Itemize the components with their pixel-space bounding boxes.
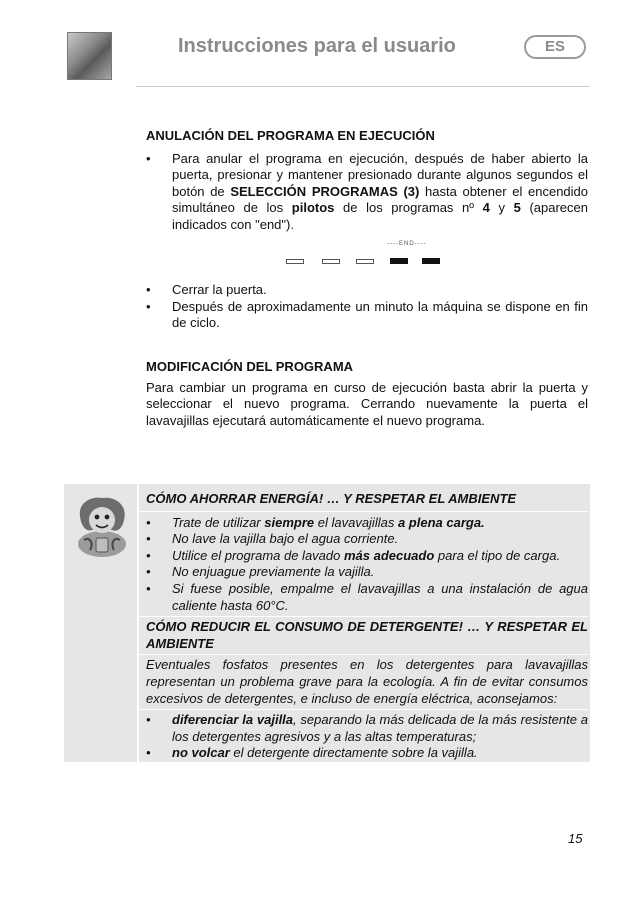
eco-box-divider [137, 484, 139, 762]
section-modify-program [146, 359, 588, 429]
eco-paragraph: Eventuales fosfatos presentes en los detergentes para lavavajillas representan un problema grave para la ecología. A fin de evitar consumos excesivos de detergentes, e incluso de energía eléctrica, aconsejamos: [146, 657, 588, 706]
page-header-title: Instrucciones para el usuario [178, 35, 456, 57]
section-heading: ANULACIÓN DEL PROGRAMA EN EJECUCIÓN [146, 128, 435, 143]
indicator-light [422, 258, 440, 264]
list-item: • No lave la vajilla bajo el agua corriente. [146, 531, 588, 548]
energy-tips-list [146, 515, 588, 615]
list-item: • Utilice el programa de lavado más adecuado para el tipo de carga. [146, 548, 588, 565]
mascot-icon [72, 494, 132, 558]
indicator-light [356, 259, 374, 264]
list-item: • Después de aproximadamente un minuto la máquina se dispone en fin de ciclo. [146, 299, 588, 332]
list-item: • Si fuese posible, empalme el lavavajillas a una instalación de agua caliente hasta 60°C. [146, 581, 588, 614]
indicator-light [390, 258, 408, 264]
indicator-light [322, 259, 340, 264]
section-cancel-program [146, 128, 588, 233]
list-item: • Para anular el programa en ejecución, después de haber abierto la puerta, presionar y mantener presionado durante algunos segundos el botón de SELECCIÓN PROGRAMAS (3) hasta obtener el encendido simultáneo de los pilotos de los programas nº 4 y 5 (aparecen indicados con "end"). [146, 151, 588, 234]
section-body: Para cambiar un programa en curso de ejecución basta abrir la puerta y seleccionar el nuevo programa. Cerrando nuevamente la puerta el lavavajillas ejecutará automáticamente el nuevo programa. [146, 379, 588, 428]
end-label: ----END---- [387, 241, 427, 247]
detergent-tips-list [146, 712, 588, 762]
cancel-steps-continued [146, 282, 588, 332]
section-heading: MODIFICACIÓN DEL PROGRAMA [146, 359, 354, 374]
list-item: • diferenciar la vajilla, separando la más delicada de la más resistente a los detergentes agresivos y a las altas temperaturas; [146, 712, 588, 745]
cancel-steps-list-2 [146, 282, 588, 332]
header-divider [136, 86, 590, 87]
dishwasher-logo-icon [67, 32, 112, 80]
cancel-steps-list [146, 151, 588, 234]
list-item: • Trate de utilizar siempre el lavavajillas a plena carga. [146, 515, 588, 532]
list-item: • Cerrar la puerta. [146, 282, 588, 299]
eco-heading-energy: CÓMO AHORRAR ENERGÍA! … Y RESPETAR EL AMBIENTE [146, 491, 517, 506]
list-item: • no volcar el detergente directamente sobre la vajilla. [146, 745, 588, 762]
list-item: • No enjuague previamente la vajilla. [146, 564, 588, 581]
end-indicator-figure [286, 241, 446, 269]
eco-tips-content [146, 491, 588, 762]
page-number: 15 [568, 831, 583, 846]
eco-heading-detergent: CÓMO REDUCIR EL CONSUMO DE DETERGENTE! … Y RESPETAR EL AMBIENTE [146, 619, 588, 651]
indicator-light [286, 259, 304, 264]
language-badge: ES [524, 35, 586, 59]
